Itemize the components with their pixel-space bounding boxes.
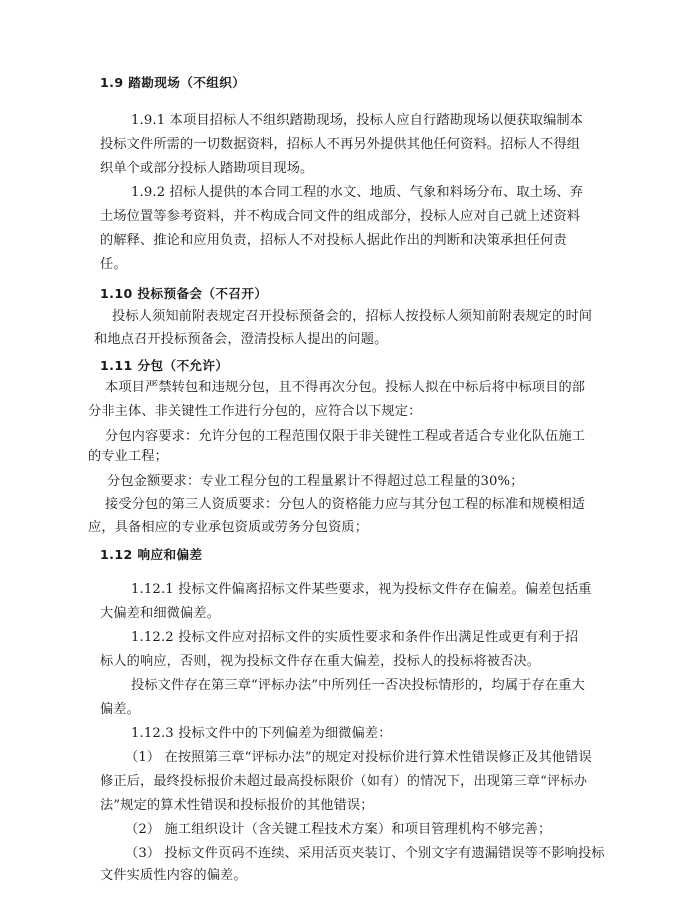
para-1-12-3-item-1-line-1: （1） 在按照第三章“评标办法”的规定对投标价进行算术性错误修正及其他错误: [125, 750, 592, 765]
para-1-12-3-item-1-line-3: 法”规定的算术性错误和投标报价的其他错误；: [100, 798, 374, 813]
heading-1-10: 1.10 投标预备会（不召开）: [100, 286, 268, 301]
para-1-11-intro-line-1: 本项目严禁转包和违规分包，且不得再次分包。投标人拟在中标后将中标项目的部: [105, 380, 586, 395]
para-1-11-scope-line-1: 分包内容要求：允许分包的工程范围仅限于非关键性工程或者适合专业化队伍施工: [105, 429, 586, 444]
heading-1-11: 1.11 分包（不允许）: [100, 358, 229, 373]
para-1-9-1-line-1: 1.9.1 本项目招标人不组织踏勘现场，投标人应自行踏勘现场以便获取编制本: [131, 113, 584, 128]
para-1-11-qualification-line-1: 接受分包的第三人资质要求：分包人的资格能力应与其分包工程的标准和规模相适: [105, 497, 586, 512]
para-1-12-2-line-1: 1.12.2 投标文件应对招标文件的实质性要求和条件作出满足性或更有利于招: [131, 630, 579, 645]
para-1-12-2-line-2: 标人的响应，否则，视为投标文件存在重大偏差，投标人的投标将被否决。: [100, 654, 541, 669]
para-1-11-amount: 分包金额要求：专业工程分包的工程量累计不得超过总工程量的30%；: [107, 474, 524, 489]
para-1-9-2-line-3: 的解释、推论和应用负责，招标人不对投标人据此作出的判断和决策承担任何责: [100, 233, 567, 248]
para-1-10-line-2: 和地点召开投标预备会，澄清投标人提出的问题。: [94, 332, 388, 347]
para-1-9-1-line-3: 织单个或部分投标人踏勘项目现场。: [100, 161, 314, 176]
para-1-9-2-line-1: 1.9.2 招标人提供的本合同工程的水文、地质、气象和料场分布、取土场、弃: [131, 185, 584, 200]
para-1-12-3-item-3-line-2: 文件实质性内容的偏差。: [100, 868, 247, 883]
para-1-11-intro-line-2: 分非主体、非关键性工作进行分包的，应符合以下规定：: [88, 404, 422, 419]
para-1-12-3-item-2: （2） 施工组织设计（含关键工程技术方案）和项目管理机构不够完善；: [125, 822, 552, 837]
para-1-9-2-line-4: 任。: [100, 257, 127, 272]
para-1-9-2-line-2: 土场位置等参考资料，并不构成合同文件的组成部分，投标人应对自己就上述资料: [100, 209, 581, 224]
para-1-11-qualification-line-2: 应，具备相应的专业承包资质或劳务分包资质；: [88, 520, 369, 535]
para-1-12-2b-line-1: 投标文件存在第三章“评标办法”中所列任一否决投标情形的，均属于存在重大: [131, 678, 585, 693]
para-1-12-1-line-1: 1.12.1 投标文件偏离招标文件某些要求，视为投标文件存在偏差。偏差包括重: [131, 582, 592, 597]
para-1-11-scope-line-2: 的专业工程；: [88, 449, 169, 464]
para-1-12-3-item-1-line-2: 修正后，最终投标报价未超过最高投标限价（如有）的情况下，出现第三章“评标办: [100, 774, 588, 789]
para-1-12-3: 1.12.3 投标文件中的下列偏差为细微偏差：: [131, 726, 392, 741]
para-1-12-2b-line-2: 偏差。: [100, 702, 141, 717]
para-1-12-1-line-2: 大偏差和细微偏差。: [100, 606, 221, 621]
para-1-9-1-line-2: 投标文件所需的一切数据资料，招标人不再另外提供其他任何资料。招标人不得组: [100, 137, 581, 152]
para-1-10-line-1: 投标人须知前附表规定召开投标预备会的，招标人按投标人须知前附表规定的时间: [112, 309, 593, 324]
para-1-12-3-item-3-line-1: （3） 投标文件页码不连续、采用活页夹装订、个别文字有遗漏错误等不影响投标: [125, 846, 605, 861]
heading-1-9: 1.9 踏勘现场（不组织）: [100, 75, 246, 90]
heading-1-12: 1.12 响应和偏差: [100, 547, 203, 562]
